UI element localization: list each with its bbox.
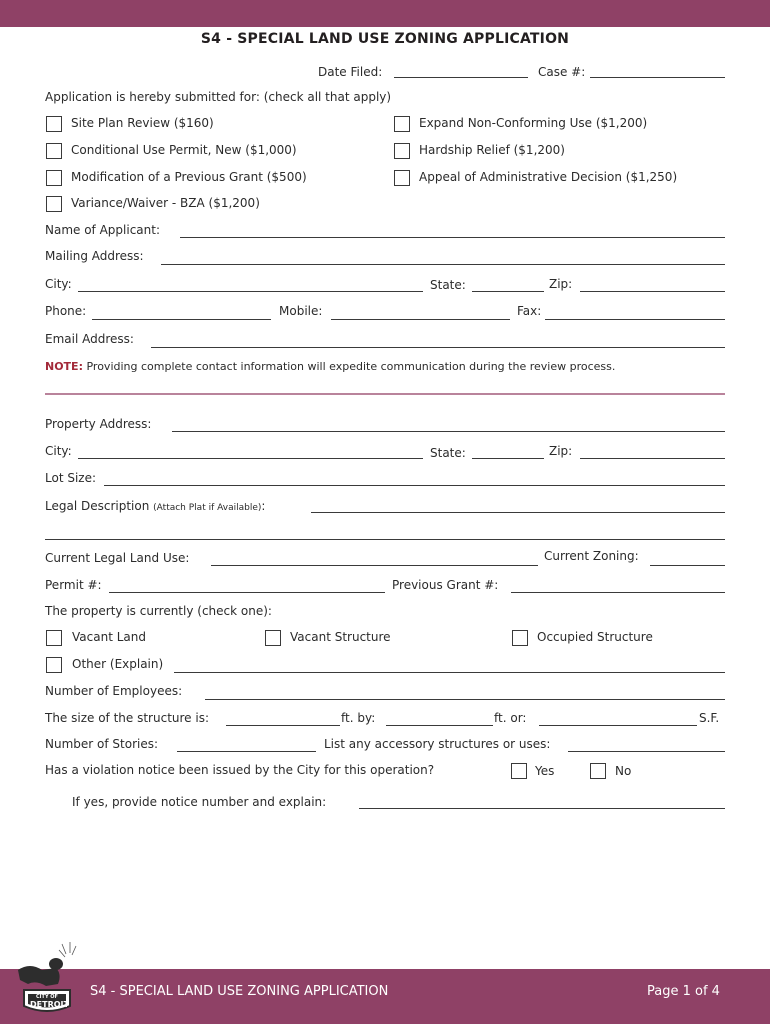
ft-by-label: ft. by: [341,711,376,725]
date-filed-field[interactable] [394,77,528,78]
option-label: Appeal of Administrative Decision ($1,250) [419,170,678,184]
property-zip-field[interactable] [580,458,725,459]
mailing-address-field[interactable] [161,264,725,265]
case-label: Case #: [538,65,586,79]
fax-field[interactable] [545,319,725,320]
email-field[interactable] [151,347,725,348]
mobile-label: Mobile: [279,304,323,318]
date-filed-label: Date Filed: [318,65,383,79]
phone-label: Phone: [45,304,87,318]
option-label: Variance/Waiver - BZA ($1,200) [71,196,260,210]
ft-or-label: ft. or: [494,711,527,725]
if-yes-label: If yes, provide notice number and explain: [72,795,327,809]
structure-size-label: The size of the structure is: [45,711,210,725]
option-label: Modification of a Previous Grant ($500) [71,170,307,184]
current-land-use-label: Current Legal Land Use: [45,551,190,565]
checkbox-site-plan-review[interactable] [46,116,62,132]
property-state-label: State: [430,446,466,460]
checkbox-modification-grant[interactable] [46,170,62,186]
page-number: Page 1 of 4 [647,984,720,999]
permit-label: Permit #: [45,578,102,592]
phone-field[interactable] [92,319,271,320]
checkbox-variance-waiver[interactable] [46,196,62,212]
mailing-address-label: Mailing Address: [45,249,144,263]
city-label: City: [45,277,72,291]
legal-description-text: Legal Description [45,499,150,513]
checkbox-vacant-structure[interactable] [265,630,281,646]
other-explain-field[interactable] [174,672,725,673]
legal-description-hint: (Attach Plat if Available) [153,503,262,513]
permit-field[interactable] [109,592,385,593]
current-zoning-label: Current Zoning: [544,549,639,563]
checkbox-other[interactable] [46,657,62,673]
lot-size-label: Lot Size: [45,471,97,485]
legal-description-label [45,499,265,513]
previous-grant-label: Previous Grant #: [392,578,499,592]
employees-field[interactable] [205,699,725,700]
checkbox-expand-nonconforming[interactable] [394,116,410,132]
option-label: Conditional Use Permit, New ($1,000) [71,143,297,157]
current-zoning-field[interactable] [650,565,725,566]
checkbox-appeal-decision[interactable] [394,170,410,186]
accessory-label: List any accessory structures or uses: [324,737,551,751]
option-label: Occupied Structure [537,630,653,644]
structure-area-field[interactable] [539,725,697,726]
checkbox-occupied-structure[interactable] [512,630,528,646]
zip-field[interactable] [580,291,725,292]
zip-label: Zip: [549,277,573,291]
option-label: Vacant Structure [290,630,391,644]
stories-label: Number of Stories: [45,737,159,751]
checkbox-violation-yes[interactable] [511,763,527,779]
current-land-use-field[interactable] [211,565,538,566]
section-divider [45,393,725,395]
property-city-label: City: [45,444,72,458]
notice-explain-field[interactable] [359,808,725,809]
state-label: State: [430,278,466,292]
no-label: No [615,764,632,778]
property-state-field[interactable] [472,458,544,459]
legal-description-field[interactable] [311,512,725,513]
email-label: Email Address: [45,332,134,346]
applicant-name-label: Name of Applicant: [45,223,161,237]
accessory-field[interactable] [568,751,725,752]
footer-title: S4 - SPECIAL LAND USE ZONING APPLICATION [90,984,389,999]
option-label: Other (Explain) [72,657,164,671]
page-title: S4 - SPECIAL LAND USE ZONING APPLICATION [200,31,570,47]
case-field[interactable] [590,77,725,78]
option-label: Site Plan Review ($160) [71,116,214,130]
sf-label: S.F. [699,711,720,725]
option-label: Vacant Land [72,630,146,644]
previous-grant-field[interactable] [511,592,725,593]
property-currently-label: The property is currently (check one): [45,604,272,618]
violation-question: Has a violation notice been issued by the City for this operation? [45,763,435,777]
applicant-name-field[interactable] [180,237,725,238]
stories-field[interactable] [177,751,316,752]
fax-label: Fax: [517,304,542,318]
submitted-for-label: Application is hereby submitted for: (check all that apply) [45,90,392,104]
property-city-field[interactable] [78,458,423,459]
option-label: Expand Non-Conforming Use ($1,200) [419,116,648,130]
option-label: Hardship Relief ($1,200) [419,143,565,157]
structure-length-field[interactable] [226,725,340,726]
legal-description-colon: : [261,499,266,513]
checkbox-hardship-relief[interactable] [394,143,410,159]
checkbox-conditional-use[interactable] [46,143,62,159]
note-keyword: NOTE: [45,360,83,373]
property-zip-label: Zip: [549,444,573,458]
mobile-field[interactable] [331,319,510,320]
city-logo [12,940,82,1016]
structure-width-field[interactable] [386,725,493,726]
city-field[interactable] [78,291,423,292]
logo-detroit: DETROIT [30,1000,69,1009]
employees-label: Number of Employees: [45,684,183,698]
note-text: Providing complete contact information will expedite communication during the review process. [82,360,616,373]
checkbox-vacant-land[interactable] [46,630,62,646]
property-address-label: Property Address: [45,417,152,431]
logo-city-of: CITY OF [36,994,58,1000]
checkbox-violation-no[interactable] [590,763,606,779]
lot-size-field[interactable] [104,485,725,486]
legal-description-field-2[interactable] [45,539,725,540]
property-address-field[interactable] [172,431,725,432]
contact-note [45,360,615,373]
yes-label: Yes [535,764,555,778]
state-field[interactable] [472,291,544,292]
